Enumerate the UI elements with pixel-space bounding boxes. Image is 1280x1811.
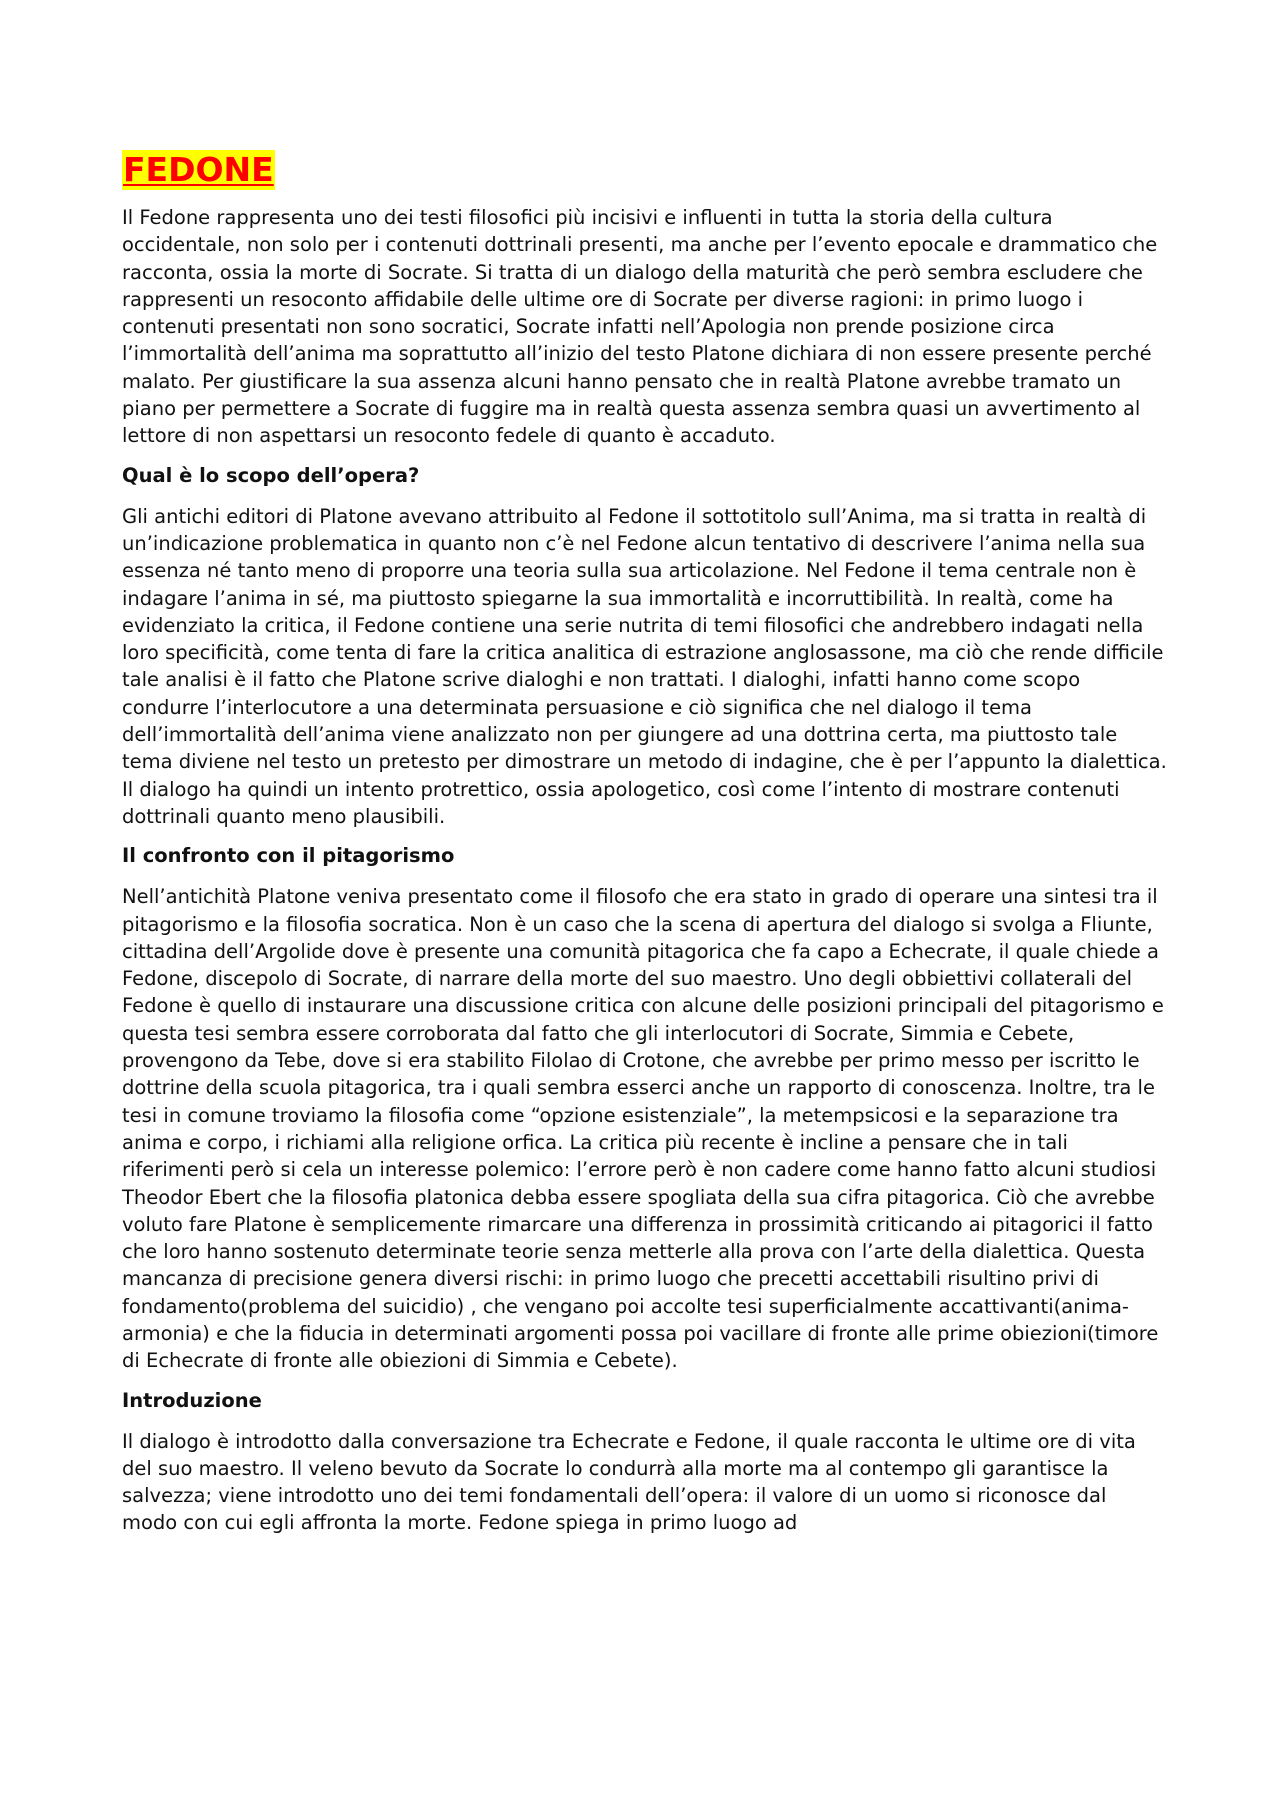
section-heading-scope: Qual è lo scopo dell’opera?	[122, 463, 420, 487]
pythagoreanism-section	[122, 842, 1167, 1374]
document-page	[122, 150, 1167, 1549]
document-title: FEDONE	[123, 150, 274, 189]
section-heading-introduction: Introduzione	[122, 1388, 262, 1412]
pythagoreanism-paragraph: Nell’antichità Platone veniva presentato come il filosofo che era stato in grado di operare una sintesi tra il pitagorismo e la filosofia socratica. Non è un caso che la scena di apertura del dialogo si svolga a Fliunte, cittadina dell’Argolide dove è presente una comunità pitagorica che fa capo a Echecrate, il quale chiede a Fedone, discepolo di Socrate, di narrare della morte del suo maestro. Uno degli obbiettivi collaterali del Fedone è quello di instaurare una discussione critica con alcune delle posizioni principali del pitagorismo e questa tesi sembra essere corroborata dal fatto che gli interlocutori di Socrate, Simmia e Cebete, provengono da Tebe, dove si era stabilito Filolao di Crotone, che avrebbe per primo messo per iscritto le dottrine della scuola pitagorica, tra i quali sembra esserci anche un rapporto di conoscenza. Inoltre, tra le tesi in comune troviamo la filosofia come “opzione esistenziale”, la metempsicosi e la separazione tra anima e corpo, i richiami alla religione orfica. La critica più recente è incline a pensare che in tali riferimenti però si cela un interesse polemico: l’errore però è non cadere come hanno fatto alcuni studiosi Theodor Ebert che la filosofia platonica debba essere spogliata della sua cifra pitagorica. Ciò che avrebbe voluto fare Platone è semplicemente rimarcare una differenza in prossimità criticando ai pitagorici il fatto che loro hanno sostenuto determinate teorie senza metterle alla prova con l’arte della dialettica. Questa mancanza di precisione genera diversi rischi: in primo luogo che precetti accettabili risultino privi di fondamento(problema del suicidio) , che vengano poi accolte tesi superficialmente accattivanti(anima-armonia) e che la fiducia in determinati argomenti possa poi vacillare di fronte alle prime obiezioni(timore di Echecrate di fronte alle obiezioni di Simmia e Cebete).	[122, 885, 1164, 1373]
intro-section	[122, 204, 1167, 450]
scope-section	[122, 462, 1167, 831]
scope-paragraph: Gli antichi editori di Platone avevano attribuito al Fedone il sottotitolo sull’Anima, ma si tratta in realtà di un’indicazione problematica in quanto non c’è nel Fedone alcun tentativo di descrivere l’anima nella sua essenza né tanto meno di proporre una teoria sulla sua articolazione. Nel Fedone il tema centrale non è indagare l’anima in sé, ma piuttosto spiegarne la sua immortalità e incorruttibilità. In realtà, come ha evidenziato la critica, il Fedone contiene una serie nutrita di temi filosofici che andrebbero indagati nella loro specificità, come tenta di fare la critica analitica di estrazione anglosassone, ma ciò che rende difficile tale analisi è il fatto che Platone scrive dialoghi e non trattati. I dialoghi, infatti hanno come scopo condurre l’interlocutore a una determinata persuasione e ciò significa che nel dialogo il tema dell’immortalità dell’anima viene analizzato non per giungere ad una dottrina certa, ma piuttosto tale tema diviene nel testo un pretesto per dimostrare un metodo di indagine, che è per l’appunto la dialettica. Il dialogo ha quindi un intento protrettico, ossia apologetico, così come l’intento di mostrare contenuti dottrinali quanto meno plausibili.	[122, 504, 1167, 828]
section-heading-pythagoreanism: Il confronto con il pitagorismo	[122, 844, 455, 868]
introduction-section	[122, 1387, 1167, 1537]
intro-paragraph: Il Fedone rappresenta uno dei testi filosofici più incisivi e influenti in tutta la storia della cultura occidentale, non solo per i contenuti dottrinali presenti, ma anche per l’evento epocale e drammatico che racconta, ossia la morte di Socrate. Si tratta di un dialogo della maturità che però sembra escludere che rappresenti un resoconto affidabile delle ultime ore di Socrate per diverse ragioni: in primo luogo i contenuti presentati non sono socratici, Socrate infatti nell’Apologia non prende posizione circa l’immortalità dell’anima ma soprattutto all’inizio del testo Platone dichiara di non essere presente perché malato. Per giustificare la sua assenza alcuni hanno pensato che in realtà Platone avrebbe tramato un piano per permettere a Socrate di fuggire ma in realtà questa assenza sembra quasi un avvertimento al lettore di non aspettarsi un resoconto fedele di quanto è accaduto.	[122, 206, 1158, 448]
introduction-paragraph: Il dialogo è introdotto dalla conversazione tra Echecrate e Fedone, il quale racconta le ultime ore di vita del suo maestro. Il veleno bevuto da Socrate lo condurrà alla morte ma al contempo gli garantisce la salvezza; viene introdotto uno dei temi fondamentali dell’opera: il valore di un uomo si riconosce dal modo con cui egli affronta la morte. Fedone spiega in primo luogo ad	[122, 1429, 1136, 1535]
